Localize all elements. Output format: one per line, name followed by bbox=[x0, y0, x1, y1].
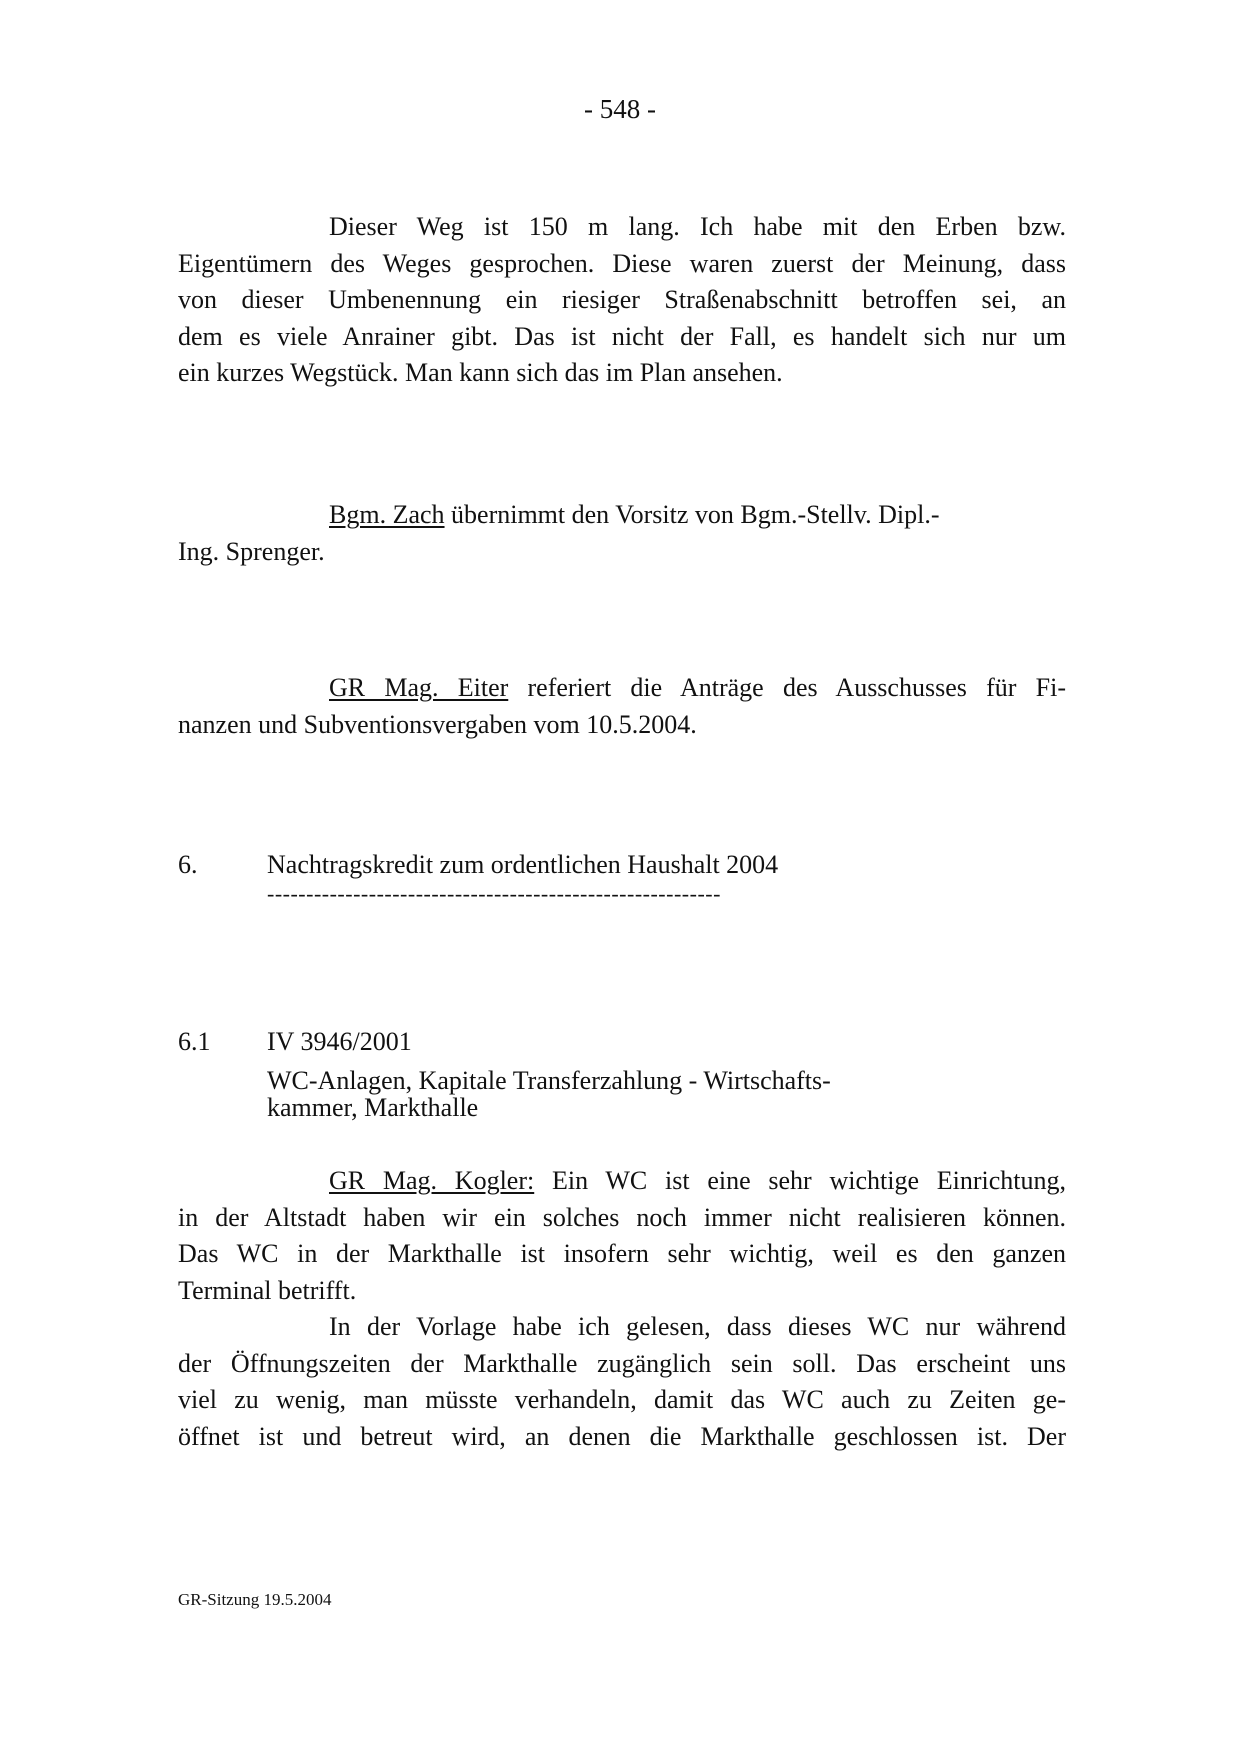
statement-line-3: Das WC in der Markthalle ist insofern sehr wichtig, weil es den ganzen bbox=[178, 1239, 1066, 1268]
statement-line-4: Terminal betrifft. bbox=[178, 1275, 357, 1305]
item-6-number: 6. bbox=[178, 850, 198, 879]
speaker-name: GR Mag. Kogler: bbox=[329, 1166, 535, 1195]
speaker-name: Bgm. Zach bbox=[329, 500, 445, 529]
statement-2-line-2: der Öffnungszeiten der Markthalle zugänglich sein soll. Das erscheint uns bbox=[178, 1348, 1066, 1378]
statement-2-line-3: viel zu wenig, man müsste verhandeln, damit das WC auch zu Zeiten ge- bbox=[178, 1385, 1066, 1414]
chair-change-line-1: Bgm. Zach übernimmt den Vorsitz von Bgm.-Stellv. Dipl.- bbox=[329, 500, 940, 529]
paragraph-1-line-2: Eigentümern des Weges gesprochen. Diese waren zuerst der Meinung, dass bbox=[178, 248, 1066, 278]
item-6-1-description-line-1: WC-Anlagen, Kapitale Transferzahlung - Wirtschafts- bbox=[267, 1066, 831, 1095]
report-line-2: nanzen und Subventionsvergaben vom 10.5.2004. bbox=[178, 709, 697, 739]
paragraph-1-line-3: von dieser Umbenennung ein riesiger Straßenabschnitt betroffen sei, an bbox=[178, 285, 1066, 314]
item-6-1-number: 6.1 bbox=[178, 1027, 211, 1056]
footer: GR-Sitzung 19.5.2004 bbox=[178, 1590, 332, 1609]
item-6-title: Nachtragskredit zum ordentlichen Haushalt 2004 bbox=[267, 850, 779, 879]
paragraph-1-line-5: ein kurzes Wegstück. Man kann sich das im Plan ansehen. bbox=[178, 358, 783, 387]
statement-line-2: in der Altstadt haben wir ein solches noch immer nicht realisieren können. bbox=[178, 1202, 1066, 1232]
item-6-dash-underline: ---------------------------------------------------------- bbox=[267, 881, 721, 906]
chair-change-line-2: Ing. Sprenger. bbox=[178, 536, 325, 566]
statement-line-1: GR Mag. Kogler: Ein WC ist eine sehr wichtige Einrichtung, bbox=[329, 1166, 1066, 1195]
statement-2-line-4: öffnet ist und betreut wird, an denen die Markthalle geschlossen ist. Der bbox=[178, 1421, 1066, 1451]
report-line-1: GR Mag. Eiter referiert die Anträge des Ausschusses für Fi- bbox=[329, 673, 1066, 702]
paragraph-1-line-4: dem es viele Anrainer gibt. Das ist nicht der Fall, es handelt sich nur um bbox=[178, 321, 1066, 351]
speaker-name: GR Mag. Eiter bbox=[329, 673, 509, 702]
page-number: - 548 - bbox=[584, 94, 656, 124]
item-6-1-code: IV 3946/2001 bbox=[267, 1027, 412, 1056]
statement-2-line-1: In der Vorlage habe ich gelesen, dass dieses WC nur während bbox=[329, 1312, 1066, 1341]
item-6-1-description-line-2: kammer, Markthalle bbox=[267, 1093, 479, 1122]
paragraph-1-line-1: Dieser Weg ist 150 m lang. Ich habe mit den Erben bzw. bbox=[329, 212, 1066, 241]
